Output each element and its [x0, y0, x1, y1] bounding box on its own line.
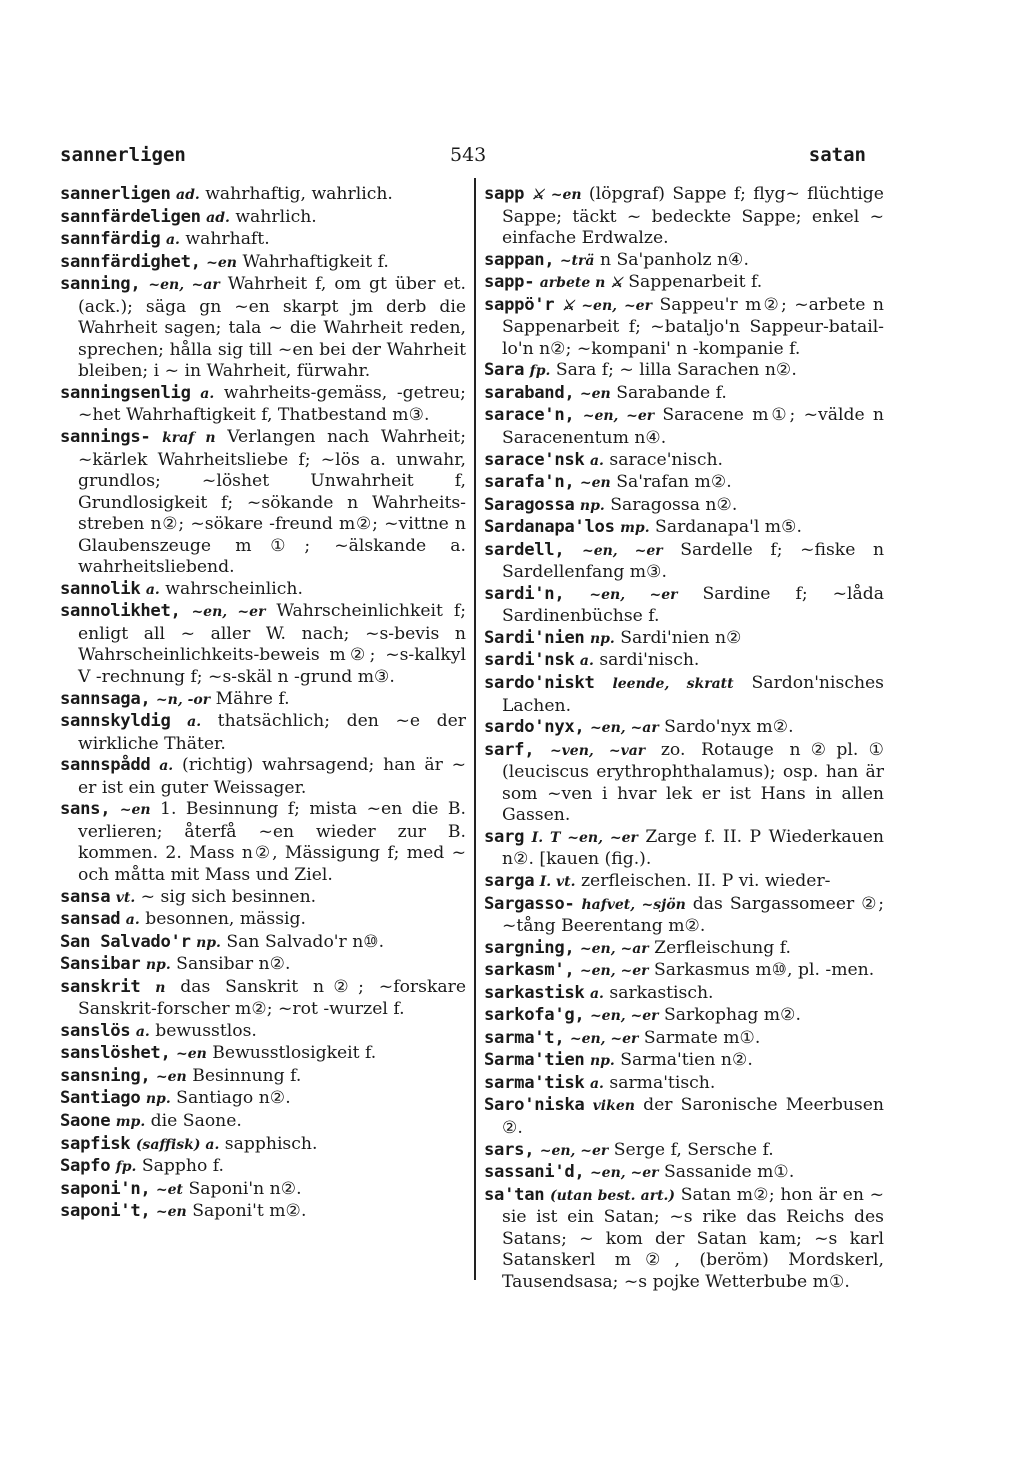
entry-grammar: np. — [145, 1091, 171, 1108]
entry-grammar: hafvet, ~sjön — [581, 896, 686, 913]
entry-headword: Saro'niska — [484, 1095, 585, 1116]
entry-headword: sarkasm', — [484, 960, 575, 981]
dictionary-entry — [484, 650, 884, 673]
entry-definition: Santiago n②. — [176, 1088, 291, 1109]
entry-headword: sannfärdig — [60, 229, 161, 250]
dictionary-entry — [60, 932, 466, 955]
entry-grammar: ⚔ ~en — [531, 187, 582, 203]
dictionary-entry — [484, 1050, 884, 1073]
entry-grammar: np. — [196, 934, 221, 951]
entry-grammar: ad. — [206, 209, 230, 226]
entry-definition: ~ sig sich besinnen. — [140, 886, 317, 907]
entry-headword: sardell, — [484, 539, 565, 560]
dictionary-entry — [60, 1201, 466, 1224]
entry-definition: sapphisch. — [224, 1133, 318, 1154]
dictionary-entry — [60, 184, 466, 207]
entry-headword: sarkofa'g, — [484, 1005, 585, 1026]
entry-headword: sappö'r — [484, 294, 555, 315]
entry-definition: Sappeu'r m②; ~arbete n Sappenarbeit f; ~bataljo'n Sappeur-batail-lo'n n②; ~kompani' n -kompanie f. — [502, 294, 884, 359]
entry-definition: Sarmate m①. — [643, 1027, 761, 1048]
entry-grammar: a. — [589, 452, 604, 469]
entry-definition: sarma'tisch. — [609, 1072, 716, 1093]
entry-headword: Sansibar — [60, 954, 141, 975]
entry-definition: wahrheits-gemäss, -getreu; ~het Wahrhaftigkeit f, Thatbestand m③. — [78, 382, 466, 426]
entry-headword: sannolikhet, — [60, 601, 181, 622]
entry-grammar: a. — [159, 758, 174, 775]
entry-grammar: ~en, ~er — [539, 1142, 609, 1159]
entry-headword: Sara — [484, 360, 525, 381]
dictionary-entry — [484, 295, 884, 361]
entry-headword: Saone — [60, 1110, 111, 1131]
entry-headword: sannskyldig — [60, 711, 171, 732]
entry-headword: sannfärdighet, — [60, 251, 201, 272]
entry-grammar: ~en — [579, 475, 611, 492]
entry-headword: sannolik — [60, 578, 141, 599]
entry-grammar: ~en — [579, 385, 611, 402]
entry-headword: sarg — [484, 826, 525, 847]
entry-grammar: fp. — [115, 1159, 137, 1176]
page-number: 543 — [450, 144, 487, 166]
entry-headword: San Salvado'r — [60, 931, 191, 952]
dictionary-entry — [60, 1134, 466, 1157]
entry-headword: sarafa'n, — [484, 472, 575, 493]
dictionary-entry — [60, 689, 466, 712]
left-column — [60, 184, 466, 1224]
entry-grammar: ~en, ~ar — [148, 277, 220, 294]
dictionary-entry — [484, 1095, 884, 1139]
entry-definition: das Sargassomeer ②; ~tång Beerentang m②. — [502, 893, 885, 937]
entry-headword: sarf, — [484, 739, 535, 760]
dictionary-entry — [60, 383, 466, 427]
entry-grammar: ~en, ~er — [579, 963, 649, 980]
entry-definition: Sansibar n②. — [176, 954, 291, 975]
entry-headword: sannsaga, — [60, 688, 151, 709]
entry-headword: sarkastisk — [484, 982, 585, 1003]
entry-definition: 1. Besinnung f; mista ~en die B. verlieren; återfå ~en wieder zur B. kommen. 2. Mass n②, Mässigung f; med ~ och måtta mit Mass und Ziel. — [78, 799, 467, 885]
entry-headword: sardo'niskt — [484, 673, 595, 694]
entry-grammar: a. — [589, 985, 604, 1002]
entry-grammar: ~en, ~er — [589, 1165, 659, 1182]
entry-definition: Sardine f; ~låda Sardinenbüchse f. — [502, 583, 885, 627]
entry-headword: sargning, — [484, 937, 575, 958]
dictionary-entry — [60, 229, 466, 252]
entry-definition: Besinnung f. — [192, 1065, 302, 1086]
entry-definition: Sarkasmus m⑩, pl. -men. — [653, 960, 875, 981]
dictionary-entry — [60, 711, 466, 755]
entry-grammar: ~en, ~er — [582, 408, 655, 425]
dictionary-entry — [484, 1028, 884, 1051]
entry-definition: bewusstlos. — [155, 1020, 257, 1041]
entry-headword: Sardanapa'los — [484, 517, 615, 538]
dictionary-entry — [484, 540, 884, 584]
entry-headword: sappan, — [484, 249, 555, 270]
dictionary-entry — [484, 1162, 884, 1185]
entry-definition: sarace'nisch. — [609, 449, 723, 470]
entry-definition: Sarkophag m②. — [664, 1005, 801, 1026]
entry-definition: Sardon'nisches Lachen. — [502, 673, 885, 716]
entry-headword: sarace'n, — [484, 405, 575, 426]
entry-definition: besonnen, mässig. — [145, 909, 306, 930]
dictionary-entry — [60, 954, 466, 977]
column-divider — [474, 178, 476, 1280]
right-column — [484, 184, 884, 1293]
entry-grammar: ~n, -or — [155, 691, 211, 708]
entry-grammar: ~en — [155, 1068, 187, 1085]
entry-headword: sars, — [484, 1139, 535, 1160]
entry-headword: sassani'd, — [484, 1162, 585, 1183]
entry-definition: zerfleischen. II. P vi. wieder- — [580, 870, 831, 891]
entry-definition: sardi'nisch. — [599, 650, 700, 671]
dictionary-entry — [60, 799, 466, 886]
entry-headword: sapp- — [484, 272, 535, 293]
entry-definition: wahrscheinlich. — [165, 578, 303, 599]
entry-headword: sansa — [60, 886, 111, 907]
entry-headword: sanslös — [60, 1020, 131, 1041]
entry-grammar: a. — [187, 714, 202, 731]
entry-headword: Sapfo — [60, 1156, 111, 1177]
entry-grammar: ~en, ~ar — [579, 940, 649, 957]
entry-grammar: ad. — [176, 187, 200, 203]
entry-grammar: n — [155, 979, 166, 996]
dictionary-entry — [484, 517, 884, 540]
entry-grammar: a. — [589, 1075, 604, 1092]
entry-headword: sanning, — [60, 274, 141, 295]
entry-grammar: a. — [145, 581, 160, 598]
entry-definition: das Sanskrit n②; ~forskare Sanskrit-forscher m②; ~rot -wurzel f. — [78, 976, 467, 1020]
entry-definition: (richtig) wahrsagend; han är ~ er ist ein guter Weissager. — [78, 755, 466, 798]
entry-grammar: ~en — [155, 1204, 187, 1221]
entry-grammar: ~en — [176, 1046, 207, 1063]
entry-grammar: ~en, ~er — [569, 1030, 639, 1047]
entry-grammar: mp. — [115, 1113, 146, 1130]
entry-definition: Saponi't m②. — [192, 1201, 307, 1222]
dictionary-entry — [484, 184, 884, 250]
entry-headword: saraband, — [484, 382, 575, 403]
entry-headword: sapp — [484, 184, 525, 204]
entry-headword: sansad — [60, 909, 121, 930]
entry-definition: Sa'rafan m②. — [616, 472, 732, 493]
entry-definition: Sarma'tien n②. — [620, 1050, 753, 1071]
entry-headword: Sarma'tien — [484, 1050, 585, 1071]
dictionary-entry — [484, 405, 884, 449]
dictionary-entry — [484, 360, 884, 383]
entry-definition: Sardo'nyx m②. — [664, 717, 794, 738]
entry-headword: saponi't, — [60, 1201, 151, 1222]
running-head-right: satan — [808, 144, 866, 166]
dictionary-entry — [484, 628, 884, 651]
dictionary-entry — [484, 1140, 884, 1163]
dictionary-entry — [484, 250, 884, 273]
entry-grammar: ~en, ~er — [589, 586, 678, 603]
entry-definition: wahrhaft. — [185, 229, 270, 250]
dictionary-entry — [60, 755, 466, 799]
entry-headword: sanslöshet, — [60, 1043, 171, 1064]
entry-definition: Sardelle f; ~fiske n Sardellenfang m③. — [502, 539, 885, 583]
entry-definition: thatsächlich; den ~e der wirkliche Thäter. — [78, 711, 466, 754]
entry-definition: (löpgraf) Sappe f; flyg~ flüchtige Sappe; täckt ~ bedeckte Sappe; enkel ~ einfache Erdwalze. — [502, 184, 884, 249]
entry-headword: Santiago — [60, 1088, 141, 1109]
dictionary-entry — [484, 472, 884, 495]
entry-headword: sarma't, — [484, 1027, 565, 1048]
entry-headword: sapfisk — [60, 1133, 131, 1154]
entry-grammar: ~en, ~er — [581, 542, 663, 559]
dictionary-entry — [60, 977, 466, 1021]
entry-headword: sardi'nsk — [484, 650, 575, 671]
entry-headword: sannfärdeligen — [60, 206, 201, 227]
entry-grammar: np. — [589, 630, 615, 647]
entry-headword: Sargasso- — [484, 893, 575, 914]
running-head-left: sannerligen — [60, 144, 186, 166]
entry-grammar: I. vt. — [539, 873, 576, 890]
dictionary-entry — [60, 1111, 466, 1134]
dictionary-entry — [484, 584, 884, 628]
entry-headword: Sardi'nien — [484, 627, 585, 648]
entry-definition: der Saronische Meerbusen ②. — [502, 1095, 884, 1138]
entry-headword: sansning, — [60, 1065, 151, 1086]
entry-definition: Saragossa n②. — [610, 494, 738, 515]
dictionary-entry — [484, 1185, 884, 1294]
dictionary-entry — [484, 938, 884, 961]
entry-headword: sanskrit — [60, 976, 141, 997]
dictionary-entry — [60, 427, 466, 579]
entry-grammar: ~en, ~ar — [589, 720, 659, 737]
entry-headword: sannings- — [60, 427, 151, 448]
entry-grammar: kraf n — [162, 430, 216, 447]
entry-definition: Verlangen nach Wahrheit; ~kärlek Wahrheitsliebe f; ~lös a. unwahr, grundlos; ~löshet Unwahrheit f, Grundlosigkeit f; ~sökande n Wahrheits-streben n②; ~sökare -freund m②; ~vittne n Glaubenszeuge m①; ~älskande a. wahrheitsliebend. — [78, 427, 466, 578]
dictionary-entry — [484, 960, 884, 983]
entry-definition: Saracene m①; ~välde n Saracenentum n④. — [502, 405, 884, 449]
entry-definition: wahrhaftig, wahrlich. — [205, 184, 393, 204]
entry-grammar: arbete n ⚔ — [539, 275, 623, 292]
entry-grammar: fp. — [529, 363, 551, 380]
entry-definition: Wahrhaftigkeit f. — [242, 251, 389, 272]
entry-definition: Sardi'nien n② — [620, 627, 742, 648]
entry-definition: Sappho f. — [141, 1156, 224, 1177]
entry-headword: sannerligen — [60, 184, 171, 204]
dictionary-entry — [484, 272, 884, 295]
dictionary-entry — [484, 1005, 884, 1028]
dictionary-entry — [60, 579, 466, 602]
entry-grammar: ~en — [206, 254, 237, 271]
entry-headword: sardi'n, — [484, 583, 565, 604]
entry-grammar: I. T ~en, ~er — [531, 829, 638, 846]
dictionary-entry — [60, 909, 466, 932]
dictionary-entry — [484, 740, 884, 827]
dictionary-entry — [484, 717, 884, 740]
entry-definition: Sardanapa'l m⑤. — [655, 517, 802, 538]
entry-definition: zo. Rotauge n②pl.① (leuciscus erythrophthalamus); osp. han är som ~ven i hvar lek er ist Hans in allen Gassen. — [502, 739, 884, 826]
entry-grammar: a. — [200, 385, 215, 402]
dictionary-entry — [60, 274, 466, 383]
dictionary-entry — [60, 887, 466, 910]
entry-headword: Saragossa — [484, 494, 575, 515]
entry-grammar: a. — [125, 912, 140, 929]
dictionary-entry — [60, 1066, 466, 1089]
entry-definition: Sara f; ~ lilla Sarachen n②. — [555, 360, 797, 381]
dictionary-entry — [60, 601, 466, 688]
entry-definition: Satan m②; hon är en ~ sie ist ein Satan; ~s rike das Reichs des Satans; ~ kom der Satan kam; ~s karl Satanskerl m②, (beröm) Mordskerl, Tausendsasa; ~s pojke Wetterbube m①. — [502, 1184, 885, 1292]
dictionary-entry — [60, 1043, 466, 1066]
entry-grammar: ~en, ~er — [191, 604, 266, 621]
dictionary-entry — [484, 495, 884, 518]
entry-grammar: ~en, ~er — [589, 1008, 659, 1025]
dictionary-entry — [484, 827, 884, 871]
entry-definition: n Sa'panholz n④. — [599, 249, 749, 270]
entry-grammar: np. — [145, 957, 171, 974]
dictionary-entry — [484, 450, 884, 473]
entry-definition: Zerfleischung f. — [654, 937, 791, 958]
entry-definition: Bewusstlosigkeit f. — [212, 1043, 377, 1064]
dictionary-entry — [60, 1179, 466, 1202]
entry-grammar: ~en — [119, 802, 151, 819]
entry-grammar: a. — [579, 653, 594, 670]
entry-definition: die Saone. — [150, 1110, 242, 1131]
dictionary-entry — [484, 983, 884, 1006]
entry-grammar: ⚔ ~en, ~er — [561, 297, 652, 314]
entry-grammar: ~et — [155, 1181, 184, 1198]
entry-definition: Sappenarbeit f. — [628, 272, 763, 293]
entry-definition: Serge f, Sersche f. — [613, 1139, 774, 1160]
entry-grammar: ~trä — [559, 252, 595, 269]
entry-grammar: viken — [592, 1098, 635, 1115]
dictionary-entry — [60, 252, 466, 275]
entry-headword: sans, — [60, 799, 111, 820]
entry-definition: Wahrheit f, om gt über et. (ack.); säga gn ~en skarpt jm derb die Wahrheit sagen; tala ~ die Wahrheit reden, sprechen; hålla sig till ~en bei der Wahrheit bleiben; i ~ in Wahrheit, fürwahr. — [78, 274, 467, 382]
dictionary-entry — [484, 871, 884, 894]
entry-headword: sardo'nyx, — [484, 717, 585, 738]
entry-headword: saponi'n, — [60, 1178, 151, 1199]
entry-grammar: np. — [579, 497, 605, 514]
entry-definition: wahrlich. — [235, 206, 317, 227]
entry-definition: Zarge f. II. P Wiederkauen n②. [kauen (fig.). — [502, 826, 884, 870]
entry-definition: Mähre f. — [215, 688, 290, 709]
entry-grammar: mp. — [620, 520, 650, 537]
entry-definition: sarkastisch. — [609, 982, 714, 1003]
dictionary-entry — [484, 673, 884, 717]
entry-grammar: vt. — [115, 889, 136, 906]
dictionary-entry — [60, 1156, 466, 1179]
entry-definition: Sarabande f. — [616, 382, 727, 403]
entry-headword: sarma'tisk — [484, 1072, 585, 1093]
dictionary-entry — [60, 1088, 466, 1111]
entry-grammar: np. — [589, 1053, 615, 1070]
entry-grammar: (saffisk) a. — [135, 1136, 220, 1153]
entry-headword: sanningsenlig — [60, 382, 191, 403]
entry-definition: San Salvado'r n⑩. — [226, 931, 385, 952]
dictionary-entry — [60, 1021, 466, 1044]
entry-grammar: (utan best. art.) — [550, 1187, 676, 1204]
entry-headword: sa'tan — [484, 1184, 545, 1205]
entry-headword: sannspådd — [60, 755, 151, 776]
dictionary-entry — [484, 894, 884, 938]
entry-grammar: ~ven, ~var — [549, 742, 646, 759]
entry-headword: sarace'nsk — [484, 449, 585, 470]
entry-grammar: leende, skratt — [612, 676, 734, 693]
entry-definition: Wahrscheinlichkeit f; enligt all ~ aller W. nach; ~s-bevis n Wahrscheinlichkeits-beweis m②; ~s-kalkyl V -rechnung f; ~s-skäl n -grund m③. — [78, 601, 466, 688]
entry-definition: Sassanide m①. — [664, 1162, 795, 1183]
entry-definition: Saponi'n n②. — [188, 1178, 302, 1199]
entry-grammar: a. — [165, 232, 180, 249]
entry-headword: sarga — [484, 870, 535, 891]
dictionary-entry — [60, 207, 466, 230]
dictionary-entry — [484, 383, 884, 406]
entry-grammar: a. — [135, 1023, 150, 1040]
dictionary-entry — [484, 1073, 884, 1096]
